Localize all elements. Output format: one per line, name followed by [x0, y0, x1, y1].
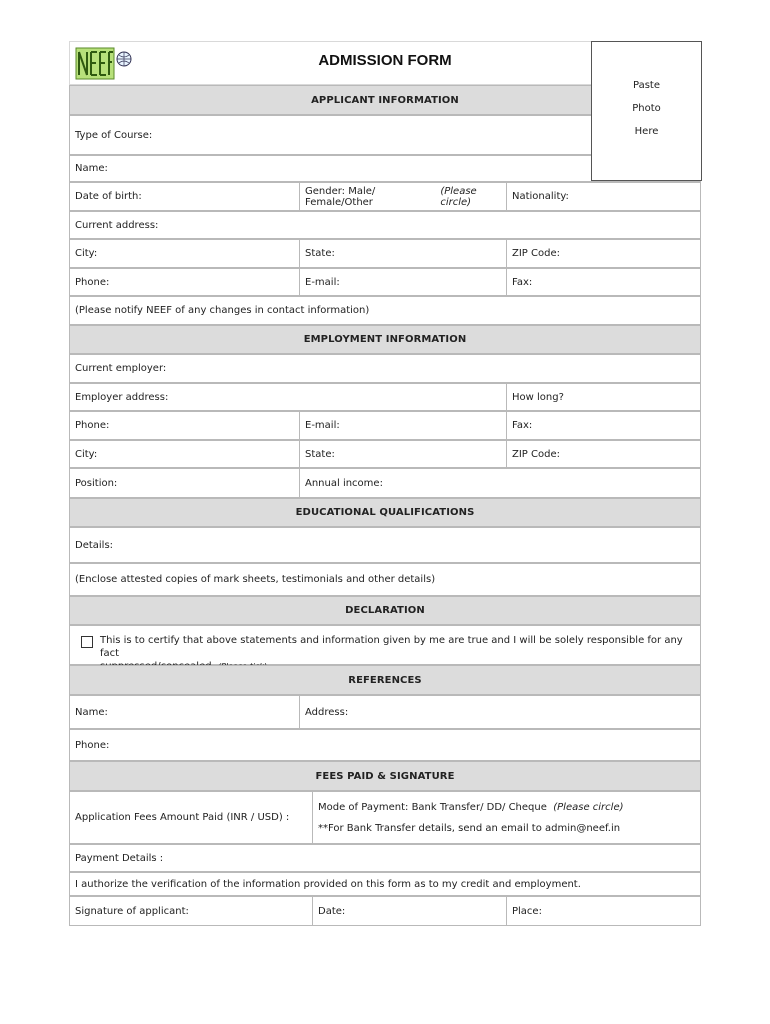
position-row[interactable] — [69, 468, 701, 498]
declaration-checkbox[interactable] — [81, 636, 93, 648]
employment-city-row[interactable] — [69, 440, 701, 468]
employment-phone-row[interactable] — [69, 411, 701, 440]
zip-label[interactable]: ZIP Code: — [506, 240, 702, 267]
employment-city-label: City: — [75, 448, 98, 460]
employment-email-label[interactable]: E-mail: — [299, 412, 506, 439]
course-label: Type of Course: — [75, 129, 153, 141]
authorize-row — [69, 872, 701, 896]
email-label[interactable]: E-mail: — [299, 269, 506, 295]
references-section-header — [69, 665, 701, 695]
references-phone-row[interactable] — [69, 729, 701, 761]
employer-row[interactable] — [69, 354, 701, 383]
payment-mode-cell[interactable] — [312, 792, 702, 843]
signature-row[interactable] — [69, 896, 701, 926]
reference-address-label[interactable]: Address: — [299, 696, 702, 728]
photo-line-here: Here — [634, 126, 659, 137]
employment-fax-label[interactable]: Fax: — [506, 412, 702, 439]
employment-header-label: EMPLOYMENT INFORMATION — [303, 334, 467, 345]
address-label: Current address: — [75, 219, 159, 231]
reference-name-label: Name: — [75, 706, 108, 718]
gender-field[interactable] — [299, 183, 506, 210]
dob-label: Date of birth: — [75, 191, 142, 202]
fees-header-label: FEES PAID & SIGNATURE — [315, 770, 455, 782]
fees-section-header — [69, 761, 701, 791]
employer-address-label: Employer address: — [75, 391, 169, 403]
education-section-header — [69, 498, 701, 527]
how-long-label[interactable]: How long? — [506, 384, 702, 410]
place-label[interactable]: Place: — [506, 897, 702, 925]
payment-mode-note: (Please circle) — [553, 801, 624, 813]
photo-box[interactable] — [591, 41, 702, 181]
photo-line-photo: Photo — [632, 103, 661, 114]
education-details-row[interactable] — [69, 527, 701, 563]
income-label[interactable]: Annual income: — [299, 469, 702, 497]
dob-row[interactable] — [69, 182, 701, 211]
bank-transfer-note: **For Bank Transfer details, send an email to admin@neef.in — [318, 822, 621, 834]
phone-row[interactable] — [69, 268, 701, 296]
signature-label: Signature of applicant: — [75, 905, 189, 917]
employment-zip-label[interactable]: ZIP Code: — [506, 441, 702, 467]
notify-text: (Please notify NEEF of any changes in contact information) — [75, 305, 370, 316]
declaration-header-label: DECLARATION — [345, 605, 425, 616]
address-row[interactable] — [69, 211, 701, 239]
fees-amount-row[interactable] — [69, 791, 701, 844]
gender-label: Gender: Male/ Female/Other — [305, 185, 376, 208]
references-name-row[interactable] — [69, 695, 701, 729]
reference-phone-label: Phone: — [75, 739, 110, 751]
gender-note: (Please circle) — [440, 185, 477, 208]
position-label: Position: — [75, 477, 118, 489]
declaration-content — [76, 626, 700, 664]
notify-row — [69, 296, 701, 325]
declaration-section-header — [69, 596, 701, 625]
city-label: City: — [75, 248, 98, 259]
fees-amount-label: Application Fees Amount Paid (INR / USD) : — [75, 812, 290, 823]
education-details-label: Details: — [75, 539, 114, 551]
applicant-header-label: APPLICANT INFORMATION — [311, 94, 459, 106]
authorize-text: I authorize the verification of the information provided on this form as to my credit and employment. — [75, 878, 581, 890]
state-label[interactable]: State: — [299, 240, 506, 267]
fax-label[interactable]: Fax: — [506, 269, 702, 295]
payment-mode-label: Mode of Payment: Bank Transfer/ DD/ Cheque — [318, 801, 547, 813]
employment-phone-label: Phone: — [75, 420, 110, 431]
education-header-label: EDUCATIONAL QUALIFICATIONS — [295, 507, 475, 518]
enclose-text: (Enclose attested copies of mark sheets, testimonials and other details) — [75, 574, 436, 585]
phone-label: Phone: — [75, 276, 110, 288]
date-label[interactable]: Date: — [312, 897, 506, 925]
employment-state-label[interactable]: State: — [299, 441, 506, 467]
declaration-row — [69, 625, 701, 665]
payment-details-label: Payment Details : — [75, 852, 164, 864]
enclose-row — [69, 563, 701, 596]
employer-address-row[interactable] — [69, 383, 701, 411]
references-header-label: REFERENCES — [348, 674, 422, 686]
form-title: ADMISSION FORM — [318, 52, 452, 69]
name-label: Name: — [75, 163, 108, 174]
employment-section-header — [69, 325, 701, 354]
employer-label: Current employer: — [75, 363, 167, 374]
nationality-label[interactable]: Nationality: — [506, 183, 702, 210]
declaration-text-line1: This is to certify that above statements and information given by me are true and I will be solely responsible for any fact — [100, 635, 683, 659]
city-row[interactable] — [69, 239, 701, 268]
photo-line-paste: Paste — [633, 80, 660, 91]
payment-details-row[interactable] — [69, 844, 701, 872]
